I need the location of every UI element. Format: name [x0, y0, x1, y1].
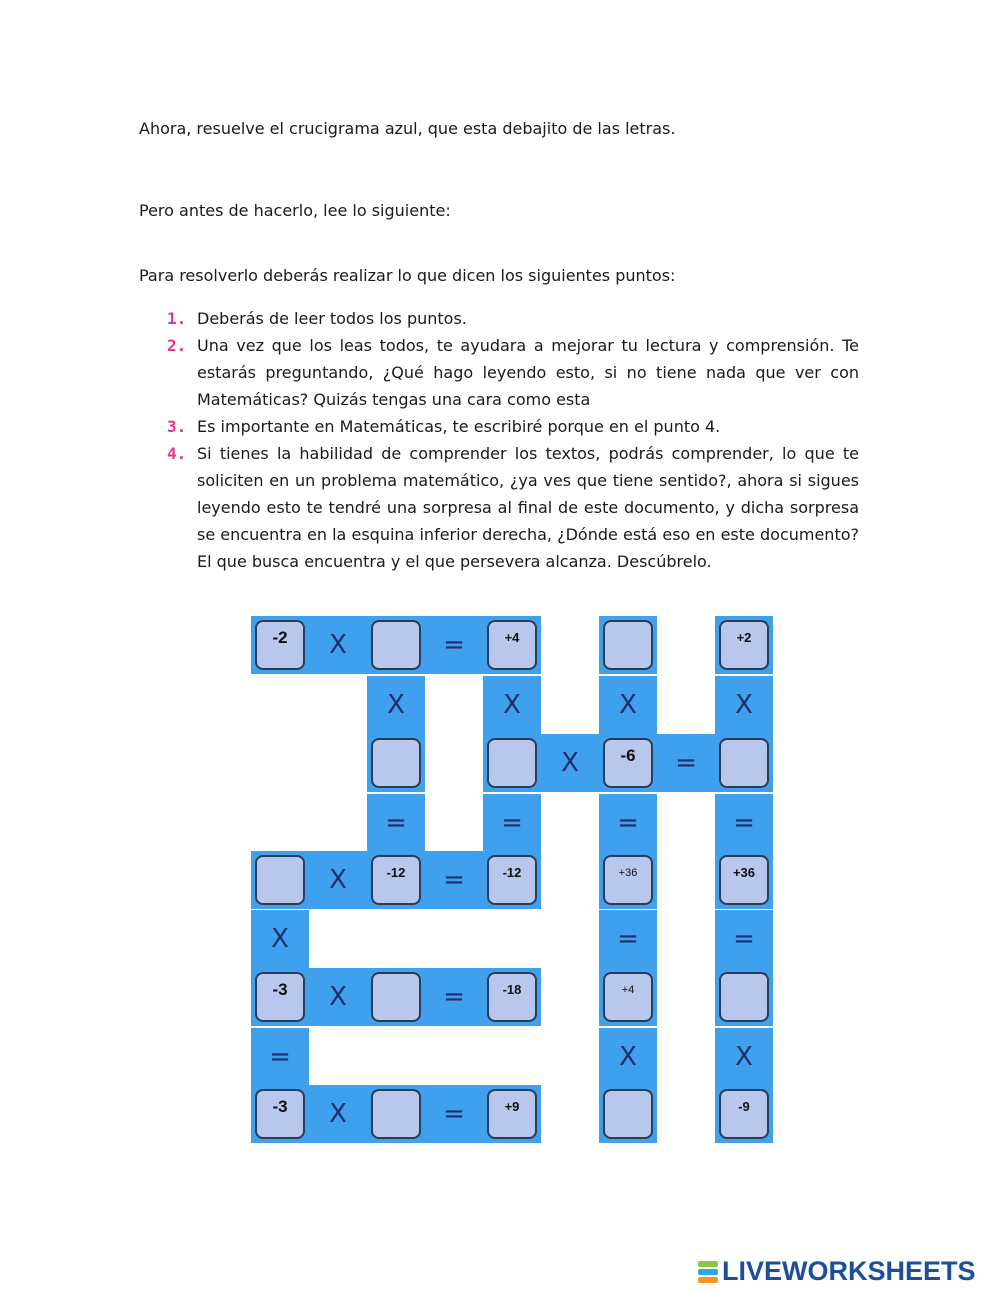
given-number-box: +2 — [719, 620, 769, 670]
crossword-square — [483, 851, 541, 909]
answer-input-box[interactable] — [371, 620, 421, 670]
point-text: Si tienes la habilidad de comprender los textos, podrás comprender, lo que te soliciten en un problema matemático, ¿ya ves que tiene sentido?, ahora si sigues leyendo esto te tendré una sorpresa al final de este documento, y dicha sorpresa se encuentra en la esquina inferior derecha, ¿Dónde está eso en este documento? El que busca encuentra y el que persevera alcanza. Descúbrelo. — [197, 444, 859, 571]
point-text: Es importante en Matemáticas, te escribiré porque en el punto 4. — [197, 417, 721, 436]
multiply-sign: X — [483, 676, 541, 734]
instruction-points-intro: Para resolverlo deberás realizar lo que dicen los siguientes puntos: — [139, 266, 676, 285]
given-number-box: -3 — [255, 1089, 305, 1139]
equals-sign: = — [599, 794, 657, 852]
point-number: 1. — [167, 309, 187, 328]
crossword-square — [483, 1085, 541, 1143]
equals-sign: = — [715, 910, 773, 968]
crossword-square — [599, 1085, 657, 1143]
crossword-square — [483, 968, 541, 1026]
answer-input-box[interactable] — [719, 738, 769, 788]
crossword-square — [251, 1085, 309, 1143]
instruction-solve: Ahora, resuelve el crucigrama azul, que esta debajito de las letras. — [139, 119, 676, 138]
multiply-sign: X — [715, 1028, 773, 1086]
answer-input-box[interactable] — [371, 1089, 421, 1139]
crossword-square — [251, 851, 309, 909]
given-number-box: +36 — [719, 855, 769, 905]
crossword-square — [599, 734, 657, 792]
multiply-sign: X — [309, 1085, 367, 1143]
point-text: Deberás de leer todos los puntos. — [197, 309, 467, 328]
given-number-box: -9 — [719, 1089, 769, 1139]
equals-sign: = — [425, 616, 483, 674]
equals-sign: = — [599, 910, 657, 968]
liveworksheets-logo — [698, 1256, 976, 1287]
logo-bar — [698, 1269, 718, 1275]
crossword-square — [599, 968, 657, 1026]
answer-input-box[interactable] — [719, 972, 769, 1022]
equals-sign: = — [425, 851, 483, 909]
logo-mark-icon — [698, 1261, 718, 1283]
instruction-read-first: Pero antes de hacerlo, lee lo siguiente: — [139, 201, 451, 220]
multiply-sign: X — [251, 910, 309, 968]
equals-sign: = — [657, 734, 715, 792]
given-number-box: -18 — [487, 972, 537, 1022]
crossword-square — [715, 968, 773, 1026]
equals-sign: = — [715, 794, 773, 852]
crossword-square — [715, 734, 773, 792]
crossword-square — [715, 851, 773, 909]
equals-sign: = — [367, 794, 425, 852]
answer-input-box[interactable] — [603, 1089, 653, 1139]
answer-input-box[interactable] — [371, 738, 421, 788]
equals-sign: = — [425, 968, 483, 1026]
point-number: 3. — [167, 417, 187, 436]
equals-sign: = — [483, 794, 541, 852]
multiply-sign: X — [599, 676, 657, 734]
answer-input-box[interactable] — [255, 855, 305, 905]
given-number-box: -12 — [487, 855, 537, 905]
given-number-box: -12 — [371, 855, 421, 905]
crossword-square — [367, 616, 425, 674]
given-number-box: +4 — [603, 972, 653, 1022]
point-number: 2. — [167, 336, 187, 355]
point-text: Una vez que los leas todos, te ayudara a mejorar tu lectura y comprensión. Te estarás preguntando, ¿Qué hago leyendo esto, si no tiene nada que ver con Matemáticas? Quizás tengas una cara como esta — [197, 336, 859, 409]
crossword-square — [599, 851, 657, 909]
logo-bar — [698, 1261, 718, 1267]
given-number-box: +4 — [487, 620, 537, 670]
crossword-square — [367, 968, 425, 1026]
crossword-square — [367, 734, 425, 792]
equals-sign: = — [251, 1028, 309, 1086]
crossword-square — [483, 734, 541, 792]
multiply-sign: X — [367, 676, 425, 734]
crossword-square — [715, 1085, 773, 1143]
multiply-sign: X — [309, 851, 367, 909]
point-number: 4. — [167, 444, 187, 463]
multiply-sign: X — [599, 1028, 657, 1086]
crossword-square — [367, 851, 425, 909]
answer-input-box[interactable] — [371, 972, 421, 1022]
crossword-square — [715, 616, 773, 674]
given-number-box: +9 — [487, 1089, 537, 1139]
multiply-sign: X — [309, 968, 367, 1026]
multiply-sign: X — [541, 734, 599, 792]
multiply-sign: X — [715, 676, 773, 734]
crossword-square — [599, 616, 657, 674]
given-number-box: -2 — [255, 620, 305, 670]
crossword-square — [367, 1085, 425, 1143]
crossword-square — [251, 968, 309, 1026]
logo-text: LIVEWORKSHEETS — [722, 1256, 976, 1286]
given-number-box: -3 — [255, 972, 305, 1022]
logo-bar — [698, 1277, 718, 1283]
equals-sign: = — [425, 1085, 483, 1143]
given-number-box: +36 — [603, 855, 653, 905]
crossword-square — [483, 616, 541, 674]
answer-input-box[interactable] — [487, 738, 537, 788]
given-number-box: -6 — [603, 738, 653, 788]
crossword-square — [251, 616, 309, 674]
answer-input-box[interactable] — [603, 620, 653, 670]
multiply-sign: X — [309, 616, 367, 674]
